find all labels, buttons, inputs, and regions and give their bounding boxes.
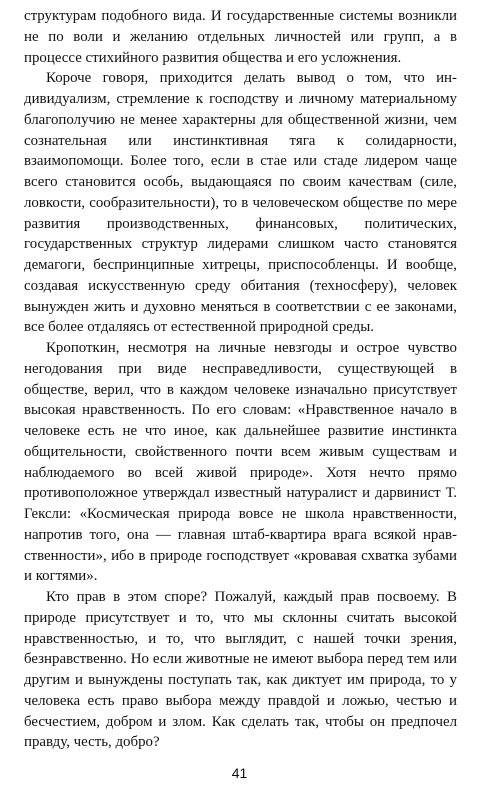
page-number: 41	[231, 765, 248, 781]
paragraph-individualism: Короче говоря, приходится делать вывод о том, что индивидуализм, стремление к господству и личному материальному благополучию не менее характерны для общественной жизни, чем сознательная или инстинктивная тяга к солидарности, взаимопомощи. Более того, если в стае или стаде лидером чаще всего становится особь, выдающаяся по своим качествам (силе, ловкости, сообразительности), то в человеческом обществе по мере развития производственных, финансовых, политических, государственных структур лидерами слишком часто становятся демагоги, беспринципные хитрецы, приспособленцы. И вообще, создавая искусственную среду обитания (техносферу), человек вынужден жить и духовно меняться в соответствии с ее законами, все более отдаляясь от естественной природной среды.	[24, 70, 457, 336]
paragraph-kropotkin: Кропоткин, несмотря на личные невзгоды и острое чувство негодования при виде несправедливости, существующей в обществе, верил, что в каждом человеке изначально присутствует высокая нравственность. По его словам: «Нравственное начало в человеке есть не что иное, как дальнейшее развитие инстинкта общительности, свойственного почти всем живым существам и наблюдаемого во всей живой природе». Хотя нечто прямо противоположное утверждал известный натуралист и дарвинист Т. Гексли: «Космическая природа вовсе не школа нравственности, напротив того, она — главная штаб-квартира врага всякой нравственности», ибо в природе господствует «кровавая схватка зубами и когтями».	[24, 340, 457, 585]
paragraph-who-is-right: Кто прав в этом споре? Пожалуй, каждый прав посвоему. В природе присутствует и то, что мы склонны считать высокой нравственностью, и то, что выглядит, с нашей точки зрения, безнравственно. Но если животные не имеют выбора перед тем или другим и вынуждены поступать так, как диктует им природа, то у человека есть право выбора между правдой и ложью, честью и бесчестием, добром и злом. Как сделать так, чтобы он предпочел правду, честь, добро?	[24, 589, 457, 751]
body-text	[24, 6, 457, 753]
paragraph-continuation: структурам подобного вида. И государственные системы возникли не по воли и желанию отдельных личностей или групп, а в процессе стихийного развития общества и его усложнения.	[24, 8, 457, 66]
